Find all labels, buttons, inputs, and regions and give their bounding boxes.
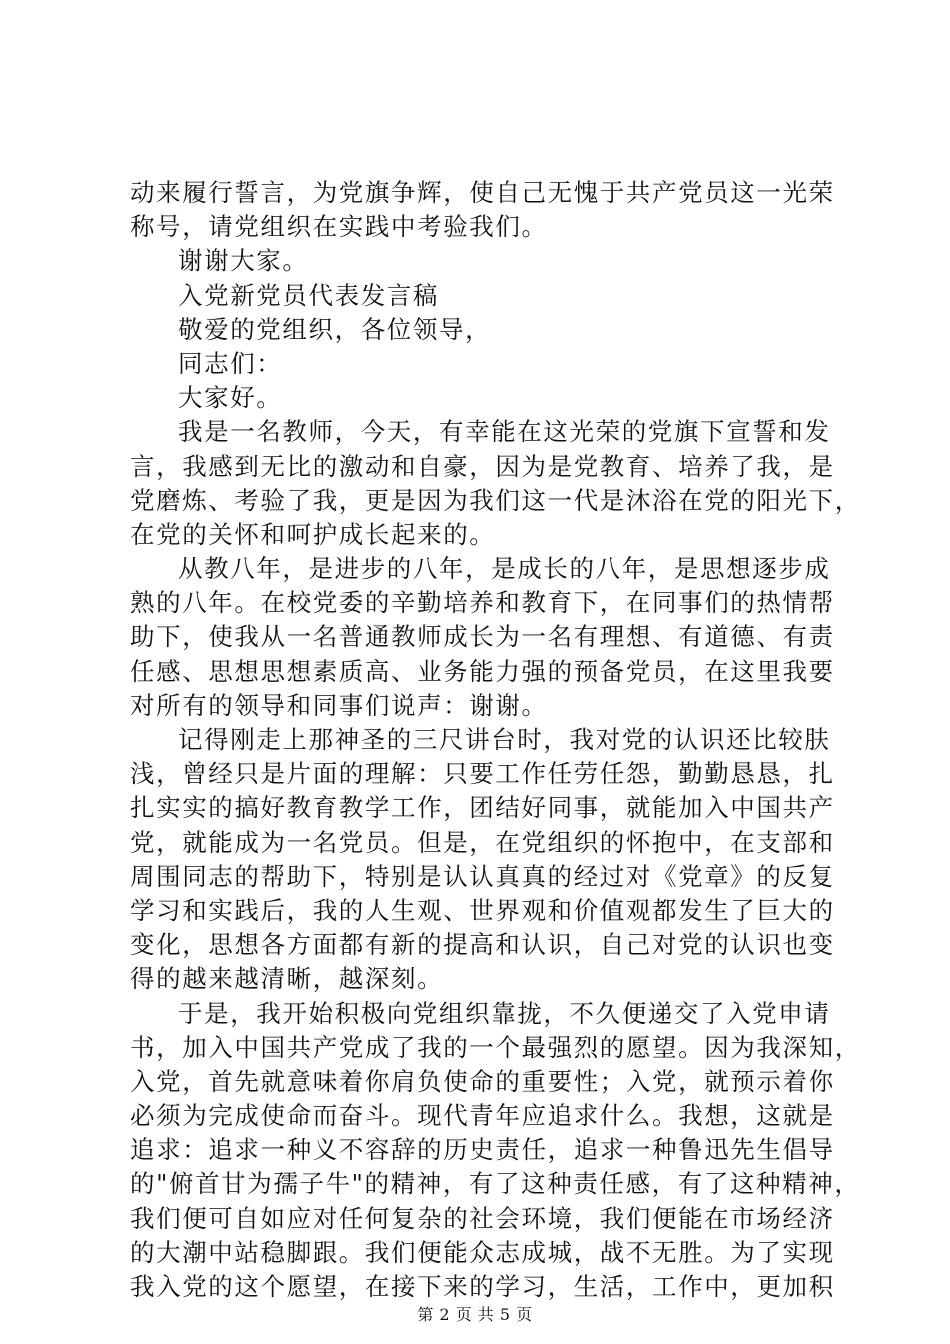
body-line: 谢谢大家。 <box>178 246 309 276</box>
body-line: 浅，曾经只是片面的理解：只要工作任劳任怨，勤勤恳恳，扎 <box>130 759 835 789</box>
body-line: 记得刚走上那神圣的三尺讲台时，我对党的认识还比较肤 <box>178 725 831 754</box>
body-line: 书，加入中国共产党成了我的一个最强烈的愿望。因为我深知， <box>130 1032 861 1062</box>
body-line: 的大潮中站稳脚跟。我们便能众志成城，战不无胜。为了实现 <box>130 1237 835 1267</box>
body-line: 的"俯首甘为孺子牛"的精神，有了这种责任感，有了这种精神， <box>130 1169 861 1199</box>
body-line: 助下，使我从一名普通教师成长为一名有理想、有道德、有责 <box>130 622 835 652</box>
body-line: 党磨炼、考验了我，更是因为我们这一代是沐浴在党的阳光下， <box>130 485 861 515</box>
salutation-line: 敬爱的党组织，各位领导， <box>178 314 492 344</box>
body-line: 动来履行誓言，为党旗争辉，使自己无愧于共产党员这一光荣 <box>130 178 835 207</box>
speech-title: 入党新党员代表发言稿 <box>178 280 439 310</box>
body-line: 于是，我开始积极向党组织靠拢，不久便递交了入党申请 <box>178 998 831 1028</box>
salutation-line: 同志们： <box>178 348 283 378</box>
greeting-line: 大家好。 <box>178 383 283 413</box>
body-line: 必须为完成使命而奋斗。现代青年应追求什么。我想，这就是 <box>130 1101 835 1131</box>
page-number-footer: 第 2 页 共 5 页 <box>417 1305 533 1324</box>
body-line: 扎实实的搞好教育教学工作，团结好同事，就能加入中国共产 <box>130 793 835 823</box>
body-line: 对所有的领导和同事们说声：谢谢。 <box>130 690 548 720</box>
document-body <box>130 176 861 1304</box>
body-line: 变化，思想各方面都有新的提高和认识，自己对党的认识也变 <box>130 930 835 960</box>
body-line: 称号，请党组织在实践中考验我们。 <box>130 212 548 242</box>
body-line: 周围同志的帮助下，特别是认认真真的经过对《党章》的反复 <box>130 861 835 891</box>
body-line: 我是一名教师，今天，有幸能在这光荣的党旗下宣誓和发 <box>178 417 831 447</box>
body-line: 追求：追求一种义不容辞的历史责任，追求一种鲁迅先生倡导 <box>130 1135 835 1165</box>
body-line: 入党，首先就意味着你肩负使命的重要性；入党，就预示着你 <box>130 1066 835 1096</box>
body-line: 得的越来越清晰，越深刻。 <box>130 964 444 994</box>
body-line: 学习和实践后，我的人生观、世界观和价值观都发生了巨大的 <box>130 895 835 925</box>
body-line: 言，我感到无比的激动和自豪，因为是党教育、培养了我，是 <box>130 451 835 481</box>
body-line: 党，就能成为一名党员。但是，在党组织的怀抱中，在支部和 <box>130 827 835 857</box>
body-line: 在党的关怀和呵护成长起来的。 <box>130 519 496 549</box>
body-line: 从教八年，是进步的八年，是成长的八年，是思想逐步成 <box>178 554 831 584</box>
body-line: 我入党的这个愿望，在接下来的学习，生活，工作中，更加积 <box>130 1272 835 1301</box>
body-line: 熟的八年。在校党委的辛勤培养和教育下，在同事们的热情帮 <box>130 588 835 618</box>
body-line: 我们便可自如应对任何复杂的社会环境，我们便能在市场经济 <box>130 1203 835 1233</box>
body-line: 任感、思想思想素质高、业务能力强的预备党员，在这里我要 <box>130 656 835 686</box>
